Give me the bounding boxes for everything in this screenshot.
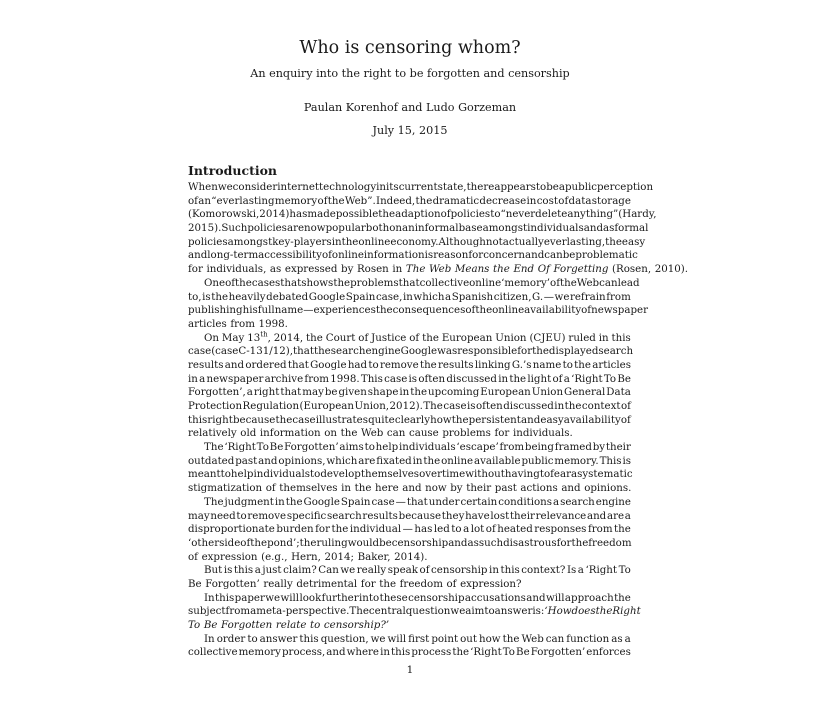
paper-subtitle: An enquiry into the right to be forgotten and censorship [250,67,570,80]
text-line: and long-term accessibility of online information is reason for concern and can be problematic [188,249,638,262]
text-line: to, is the heavily debated Google Spain case, in which a Spanish citizen, G. — we refrain from [188,290,631,303]
text-line: policies amongst key-players in the online economy. Although not actually everlasting, the easy [188,235,646,248]
text-line: The judgment in the Google Spain case — that under certain conditions a search engine [204,495,631,508]
text-line: On May 13th, 2014, the Court of Justice of the European Union (CJEU) ruled in this [204,330,631,344]
text-line: may need to remove specific search results because they have lost their relevance and are a [188,509,631,522]
section-heading: Introduction [188,163,278,178]
text-line: Protection Regulation (European Union, 2012). The case is often discussed in the context of [188,400,631,412]
text-line: in a newspaper archive from 1998. This case is often discussed in the light of a ‘Right To Be [188,372,631,385]
text-line: for individuals, as expressed by Rosen in The Web Means the End Of Forgetting (Rosen, 2010). [188,263,689,276]
text-line: Forgotten’, a right that may be given shape in the upcoming European Union General Data [188,386,631,399]
text-line: this right because the case illustrates quite clearly how the persistent and easy availability of [188,413,631,426]
text-line: Be Forgotten’ really detrimental for the freedom of expression? [188,577,522,590]
text-line: In order to answer this question, we will first point out how the Web can function as a [204,632,631,645]
text-line: When we consider internet technology in its current state, there appears to be a public perception [188,181,654,193]
text-line: One of the cases that shows the problems that collective online ‘memory’ of the Web can lead [204,276,640,289]
text-line: stigmatization of themselves in the here and now by their past actions and opinions. [188,482,632,495]
paper-title: Who is censoring whom? [299,38,521,58]
text-line: ‘other side of the pond’; the ruling would be censorship and as such disastrous for the freedom [188,536,632,549]
text-line: collective memory process, and where in this process the ‘Right To Be Forgotten’ enforces [188,646,631,659]
text-line: disproportionate burden for the individual — has led to a lot of heated responses from the [188,523,631,536]
text-line: of an “everlasting memory of the Web”. Indeed, the dramatic decrease in cost of data storage [188,194,631,207]
text-line: (Komorowski, 2014) has made possible the adaption of policies to “never delete anything” (Hardy, [188,208,657,221]
text-line: of expression (e.g., Hern, 2014; Baker, 2014). [188,550,428,563]
text-line: publishing his full name — experiences the consequences of the online availability of newspaper [188,304,649,317]
text-line: subject from a meta-perspective. The central question we aim to answer is: ‘How does the Right [188,605,641,618]
text-line: But is this a just claim? Can we really speak of censorship in this context? Is a ‘Right To [204,564,631,577]
text-line: relatively old information on the Web can cause problems for individuals. [188,427,573,440]
text-line: The ‘Right To Be Forgotten’ aims to help individuals ‘escape’ from being framed by their [204,441,631,454]
page-number: 1 [406,664,414,676]
text-line: 2015). Such policies are now popular both on an informal base amongst individuals and as formal [188,222,649,235]
paper-authors: Paulan Korenhof and Ludo Gorzeman [303,101,517,114]
text-line: To Be Forgotten relate to censorship?’ [188,619,390,631]
text-line: outdated past and opinions, which are fixated in the online available public memory. This is [188,454,631,467]
text-line: articles from 1998. [188,317,288,330]
body-text [188,181,689,660]
text-line: meant to help individuals to develop themselves over time without having to fear a systematic [188,468,633,481]
text-line: results and ordered that Google had to remove the results linking G.’s name to the articles [188,358,631,371]
paper-date: July 15, 2015 [372,124,448,137]
text-line: In this paper we will look further into these censorship accusations and will approach the [204,591,631,604]
text-line: case (case C-131/12), that the search engine Google was responsible for the displayed search [188,345,634,358]
